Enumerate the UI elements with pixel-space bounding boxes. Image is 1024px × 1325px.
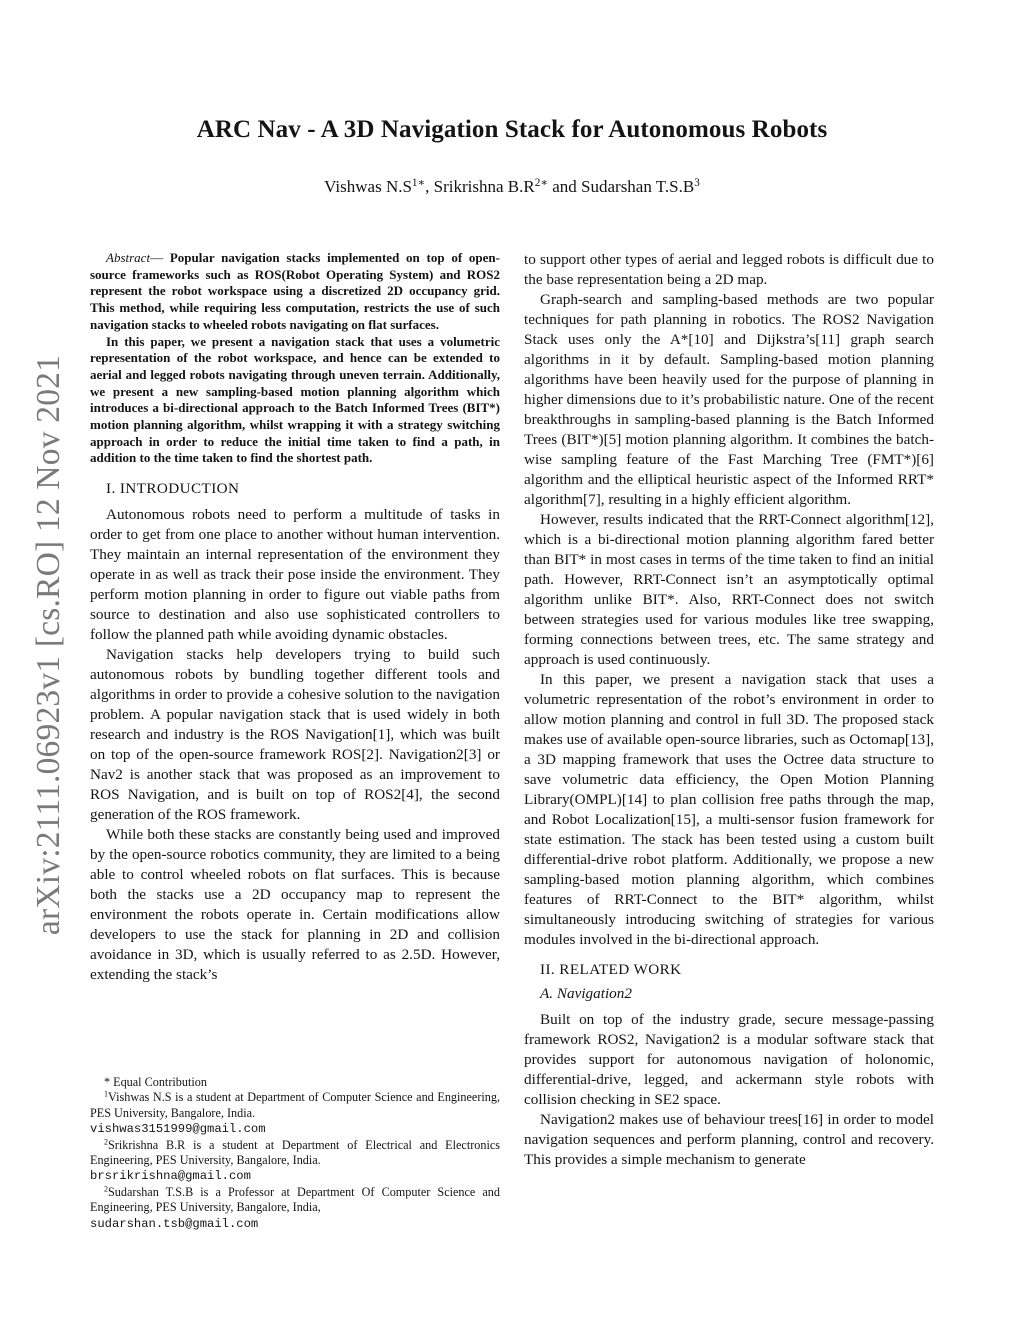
- footnote-mark: 2: [104, 1184, 109, 1194]
- footnote-1: [90, 1090, 500, 1137]
- email-sudarshan[interactable]: sudarshan.tsb@gmail.com: [90, 1216, 259, 1231]
- footnote-text: Srikrishna B.R is a student at Department of Electrical and Electronics Engineering, PES University, Bangalore, India.: [90, 1137, 500, 1168]
- email-srikrishna[interactable]: brsrikrishna@gmail.com: [90, 1169, 251, 1184]
- body-paragraph: to support other types of aerial and legged robots is difficult due to the base representation being a 2D map.: [524, 251, 934, 288]
- section-heading-related-work: II. RELATED WORK: [540, 961, 682, 978]
- author-separator: ,: [425, 177, 434, 196]
- body-paragraph: Built on top of the industry grade, secure message-passing framework ROS2, Navigation2 is a modular software stack that provides support for autonomous navigation of holonomic, differential-drive, legged, and ackermann style robots with collision checking in SE2 space.: [524, 1011, 934, 1108]
- paper-title: ARC Nav - A 3D Navigation Stack for Autonomous Robots: [196, 116, 828, 143]
- footnote-text: Vishwas N.S is a student at Department of Computer Science and Engineering, PES University, Bangalore, India.: [90, 1090, 500, 1120]
- author-2: Srikrishna B.R: [433, 177, 535, 196]
- abstract-dash: —: [150, 250, 164, 265]
- email-vishwas[interactable]: vishwas3151999@gmail.com: [90, 1122, 266, 1137]
- arxiv-sidebar: [28, 345, 70, 945]
- footnote-text: Equal Contribution: [110, 1075, 207, 1089]
- footnote-equal: [90, 1075, 500, 1090]
- body-paragraph: Autonomous robots need to perform a multitude of tasks in order to get from one place to another without human intervention. They maintain an internal representation of the environment they operate in as well as track their pose inside the environment. They perform motion planning in order to figure out viable paths from source to destination and also use sophisticated controllers to follow the planned path while avoiding dynamic obstacles.: [90, 506, 500, 644]
- footnote-mark: 1: [104, 1089, 109, 1099]
- right-column: [524, 250, 934, 1170]
- body-paragraph: While both these stacks are constantly being used and improved by the open-source robotics community, they are limited to a being able to control wheeled robots on flat surfaces. This is because both the stacks use a 2D occupancy map to represent the environment the robots operate in. Certain modifications allow developers to use the stack for planning in 2D and collision avoidance in 3D, which is usually referred to as 2.5D. However, extending the stack’s: [90, 826, 500, 984]
- author-3-marks: 3: [694, 176, 700, 189]
- author-separator: and: [547, 177, 582, 196]
- section-heading-introduction: I. INTRODUCTION: [106, 480, 240, 498]
- subsection-heading-navigation2: A. Navigation2: [540, 985, 632, 1002]
- abstract-text-1: Popular navigation stacks implemented on top of open-source frameworks such as ROS(Robot Operating System) and ROS2 represent the robot workspace using a discretized 2D occupancy grid. This method, while requiring less computation, restricts the use of such navigation stacks to wheeled robots navigating on flat surfaces.: [90, 250, 500, 332]
- body-paragraph: Navigation2 makes use of behaviour trees[16] in order to model navigation sequences and perform planning, control and recovery. This provides a simple mechanism to generate: [524, 1111, 934, 1168]
- footnote-mark: 2: [104, 1137, 109, 1147]
- body-paragraph: However, results indicated that the RRT-Connect algorithm[12], which is a bi-directional motion planning algorithm fared better than BIT* in most cases in terms of the time taken to find an initial path. However, RRT-Connect isn’t an asymptotically optimal algorithm unlike BIT*. Also, RRT-Connect does not switch between strategies used for various modules like tree swapping, forming connections between trees, etc. The same strategy and approach is used continuously.: [524, 511, 934, 668]
- abstract: [90, 250, 500, 467]
- author-1-marks: 1∗: [411, 176, 426, 189]
- abstract-paragraph-1: [90, 250, 500, 334]
- abstract-label: Abstract: [106, 250, 151, 265]
- arxiv-identifier: arXiv:2111.06923v1 [cs.RO] 12 Nov 2021: [30, 354, 67, 936]
- footnotes: [90, 1075, 500, 1232]
- abstract-paragraph-2: In this paper, we present a navigation stack that uses a volumetric representation of the robot workspace, and hence can be extended to aerial and legged robots navigating through uneven terrain. Additionally, we present a new sampling-based motion planning algorithm which introduces a bi-directional approach to the Batch Informed Trees (BIT*) motion planning algorithm, whilst wrapping it with a strategy switching approach in order to reduce the initial time taken to find a path, in addition to the time taken to find the shortest path.: [90, 333, 500, 466]
- footnote-2: [90, 1138, 500, 1185]
- left-column: [90, 250, 500, 985]
- author-line: [0, 177, 1024, 197]
- author-2-marks: 2∗: [534, 176, 548, 189]
- body-paragraph: In this paper, we present a navigation stack that uses a volumetric representation of the robot’s environment in order to allow motion planning and control in full 3D. The proposed stack makes use of available open-source libraries, such as Octomap[13], a 3D mapping framework that uses the Octree data structure to save volumetric data efficiency, the Open Motion Planning Library(OMPL)[14] to plan collision free paths through the map, and Robot Localization[15], a multi-sensor fusion framework for state estimation. The stack has been tested using a custom built differential-drive robot platform. Additionally, we propose a new sampling-based motion planning algorithm, which combines features of RRT-Connect to the BIT* algorithm, whilst simultaneously introducing switching of strategies for various modules involved in the bi-directional approach.: [524, 671, 934, 948]
- body-paragraph: Graph-search and sampling-based methods are two popular techniques for path planning in robotics. The ROS2 Navigation Stack uses only the A*[10] and Dijkstra’s[11] graph search algorithms in it by default. Sampling-based motion planning algorithms have been heavily used for the purpose of planning in higher dimensions due to it’s probabilistic nature. One of the recent breakthroughs in sampling-based planning is the Batch Informed Trees (BIT*)[5] motion planning algorithm. It combines the batch-wise sampling feature of the Fast Marching Tree (FMT*)[6] algorithm and the elliptical heuristic aspect of the Informed RRT* algorithm[7], resulting in a highly efficient algorithm.: [524, 291, 934, 508]
- footnote-3: [90, 1185, 500, 1232]
- introduction-section: [90, 479, 500, 985]
- footnote-text: Sudarshan T.S.B is a Professor at Department Of Computer Science and Engineering, PES University, Bangalore, India,: [90, 1184, 500, 1215]
- footnote-mark: *: [104, 1075, 111, 1089]
- author-1: Vishwas N.S: [324, 177, 412, 196]
- body-paragraph: Navigation stacks help developers trying to build such autonomous robots by bundling together different tools and algorithms in order to provide a cohesive solution to the navigation problem. A popular navigation stack that is used widely in both research and industry is the ROS Navigation[1], which was built on top of the open-source framework ROS[2]. Navigation2[3] or Nav2 is another stack that was proposed as an improvement to ROS Navigation, and is built on top of ROS2[4], the second generation of the ROS framework.: [90, 646, 500, 824]
- author-3: Sudarshan T.S.B: [581, 177, 695, 196]
